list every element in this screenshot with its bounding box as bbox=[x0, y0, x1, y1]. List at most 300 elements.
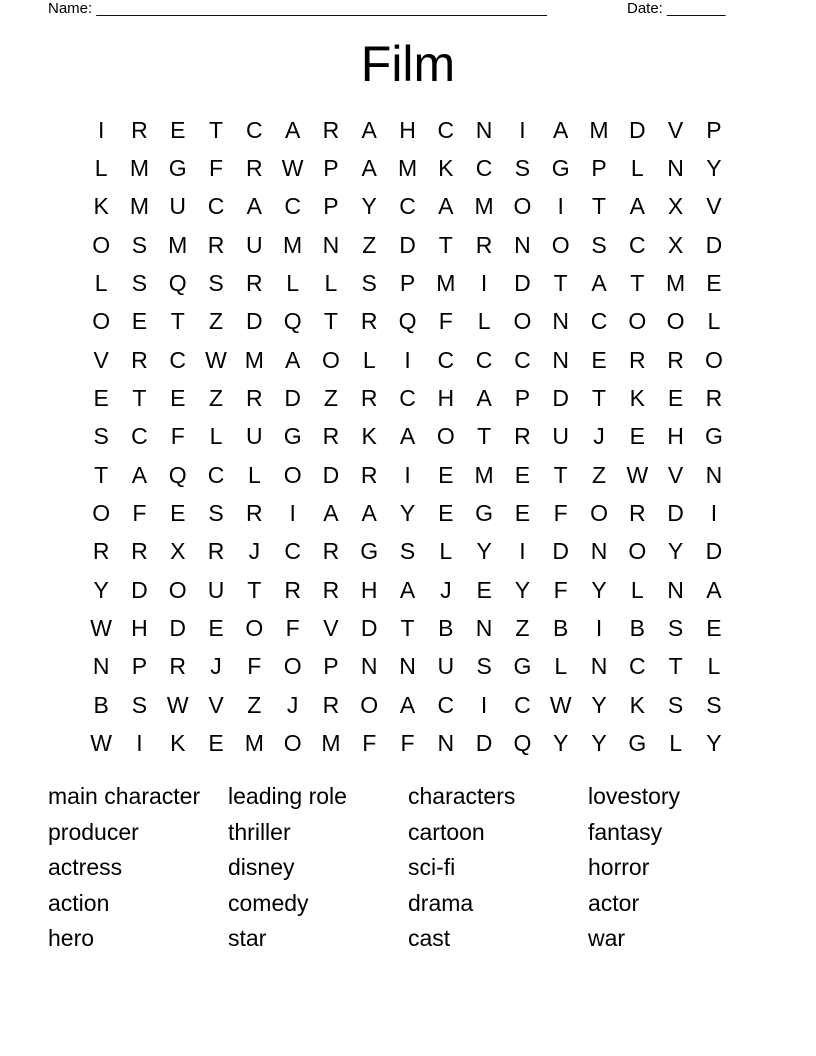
grid-letter: D bbox=[284, 385, 301, 412]
grid-letter: F bbox=[400, 730, 415, 757]
grid-letter: Y bbox=[476, 538, 492, 565]
grid-letter: A bbox=[284, 116, 301, 143]
grid-letter: T bbox=[553, 270, 568, 297]
grid-letter: W bbox=[205, 346, 227, 373]
grid-letter: C bbox=[475, 155, 493, 182]
grid-letter: Y bbox=[553, 730, 569, 757]
page-title: Film bbox=[360, 36, 456, 92]
grid-letter: N bbox=[667, 576, 684, 603]
grid-letter: R bbox=[322, 576, 340, 603]
grid-letter: E bbox=[629, 423, 645, 450]
grid-letter: W bbox=[90, 615, 112, 642]
grid-letter: R bbox=[667, 346, 684, 373]
grid-letter: K bbox=[170, 730, 186, 757]
grid-letter: E bbox=[514, 500, 531, 527]
grid-letter: O bbox=[321, 346, 340, 373]
grid-letter: X bbox=[170, 538, 186, 565]
grid-letter: R bbox=[131, 116, 148, 143]
grid-letter: A bbox=[284, 346, 301, 373]
grid-letter: K bbox=[438, 155, 454, 182]
grid-letter: S bbox=[208, 500, 224, 527]
grid-letter: Y bbox=[706, 155, 722, 182]
grid-letter: M bbox=[244, 730, 264, 757]
grid-letter: N bbox=[705, 461, 723, 488]
grid-letter: T bbox=[170, 308, 185, 335]
word-list-item: war bbox=[588, 925, 626, 952]
grid-letter: I bbox=[519, 538, 526, 565]
word-list-item: cast bbox=[408, 925, 451, 952]
grid-letter: O bbox=[245, 615, 264, 642]
grid-letter: C bbox=[514, 346, 531, 373]
grid-letter: K bbox=[629, 385, 645, 412]
grid-letter: T bbox=[477, 423, 492, 450]
grid-letter: T bbox=[630, 270, 645, 297]
grid-letter: Y bbox=[399, 500, 416, 527]
word-list-item: drama bbox=[408, 889, 474, 916]
grid-letter: E bbox=[170, 116, 186, 143]
grid-letter: H bbox=[399, 116, 416, 143]
grid-letter: A bbox=[438, 193, 454, 220]
grid-letter: R bbox=[475, 231, 493, 258]
grid-letter: A bbox=[399, 423, 416, 450]
grid-letter: J bbox=[210, 653, 222, 680]
grid-letter: D bbox=[628, 116, 646, 143]
grid-letter: J bbox=[248, 538, 261, 565]
grid-letter: S bbox=[706, 691, 722, 718]
grid-letter: Z bbox=[515, 615, 530, 642]
grid-letter: R bbox=[360, 385, 378, 412]
grid-letter: P bbox=[323, 193, 339, 220]
grid-letter: Z bbox=[323, 385, 338, 412]
grid-letter: Z bbox=[247, 691, 262, 718]
grid-letter: C bbox=[207, 193, 225, 220]
grid-letter: L bbox=[362, 346, 376, 373]
grid-letter: L bbox=[477, 308, 491, 335]
grid-letter: A bbox=[131, 461, 148, 488]
grid-letter: Z bbox=[591, 461, 607, 488]
grid-letter: M bbox=[474, 461, 494, 488]
grid-letter: D bbox=[246, 308, 263, 335]
grid-letter: G bbox=[360, 538, 379, 565]
grid-letter: O bbox=[283, 461, 302, 488]
grid-letter: A bbox=[553, 116, 569, 143]
word-list-item: star bbox=[228, 925, 267, 952]
word-list-item: cartoon bbox=[408, 818, 485, 845]
grid-letter: O bbox=[360, 691, 379, 718]
grid-letter: A bbox=[361, 155, 377, 182]
grid-letter: T bbox=[247, 576, 262, 603]
grid-letter: L bbox=[669, 730, 682, 757]
grid-letter: P bbox=[514, 385, 531, 412]
grid-letter: M bbox=[436, 270, 456, 297]
grid-letter: O bbox=[590, 500, 608, 527]
grid-letter: I bbox=[136, 730, 143, 757]
grid-letter: O bbox=[666, 308, 685, 335]
word-list-item: horror bbox=[588, 854, 650, 881]
grid-letter: E bbox=[667, 385, 684, 412]
word-list-item: comedy bbox=[228, 889, 309, 916]
grid-letter: Y bbox=[361, 193, 377, 220]
grid-letter: O bbox=[92, 308, 111, 335]
grid-letter: O bbox=[92, 231, 111, 258]
grid-letter: N bbox=[552, 346, 570, 373]
grid-letter: Y bbox=[591, 691, 607, 718]
grid-letter: Y bbox=[667, 538, 684, 565]
grid-letter: P bbox=[591, 155, 607, 182]
word-list-item: hero bbox=[48, 925, 95, 952]
grid-letter: M bbox=[129, 155, 150, 182]
grid-letter: N bbox=[399, 653, 416, 680]
grid-letter: L bbox=[554, 653, 568, 680]
word-list-item: fantasy bbox=[588, 818, 663, 845]
grid-letter: R bbox=[92, 538, 110, 565]
grid-letter: K bbox=[361, 423, 377, 450]
grid-letter: L bbox=[324, 270, 338, 297]
grid-letter: K bbox=[93, 193, 109, 220]
grid-letter: R bbox=[246, 270, 263, 297]
grid-letter: V bbox=[323, 615, 339, 642]
grid-letter: C bbox=[437, 691, 455, 718]
grid-letter: T bbox=[400, 615, 415, 642]
grid-letter: G bbox=[475, 500, 494, 527]
grid-letter: U bbox=[207, 576, 225, 603]
grid-letter: S bbox=[208, 270, 224, 297]
grid-letter: K bbox=[629, 691, 645, 718]
grid-letter: A bbox=[361, 500, 377, 527]
grid-letter: L bbox=[286, 270, 300, 297]
grid-letter: H bbox=[131, 615, 148, 642]
grid-letter: P bbox=[131, 653, 148, 680]
grid-letter: R bbox=[246, 155, 263, 182]
grid-letter: I bbox=[404, 346, 411, 373]
grid-letter: T bbox=[668, 653, 683, 680]
grid-letter: P bbox=[706, 116, 722, 143]
grid-letter: Y bbox=[706, 730, 722, 757]
grid-letter: I bbox=[289, 500, 296, 527]
word-list-item: actor bbox=[588, 889, 640, 916]
grid-letter: D bbox=[552, 385, 570, 412]
grid-letter: S bbox=[399, 538, 416, 565]
grid-letter: D bbox=[705, 231, 723, 258]
grid-letter: C bbox=[514, 691, 531, 718]
grid-letter: T bbox=[591, 385, 607, 412]
grid-letter: T bbox=[132, 385, 147, 412]
grid-letter: V bbox=[667, 461, 684, 488]
grid-letter: O bbox=[92, 500, 111, 527]
grid-letter: C bbox=[284, 538, 301, 565]
grid-letter: Z bbox=[362, 231, 377, 258]
grid-letter: T bbox=[591, 193, 607, 220]
grid-letter: N bbox=[514, 231, 531, 258]
grid-letter: C bbox=[475, 346, 493, 373]
grid-letter: O bbox=[551, 231, 570, 258]
grid-letter: C bbox=[437, 346, 455, 373]
word-list-item: leading role bbox=[228, 783, 347, 809]
grid-letter: M bbox=[321, 730, 341, 757]
grid-letter: I bbox=[97, 116, 105, 143]
grid-letter: S bbox=[591, 231, 607, 258]
grid-letter: J bbox=[286, 691, 299, 718]
grid-letter: Q bbox=[398, 308, 417, 335]
grid-letter: R bbox=[322, 691, 340, 718]
grid-letter: R bbox=[131, 538, 148, 565]
date-field[interactable]: Date: _______ bbox=[627, 0, 726, 17]
grid-letter: Q bbox=[168, 270, 187, 297]
grid-letter: L bbox=[94, 270, 108, 297]
grid-letter: U bbox=[437, 653, 455, 680]
grid-letter: E bbox=[706, 270, 722, 297]
grid-letter: S bbox=[131, 231, 148, 258]
grid-letter: G bbox=[551, 155, 570, 182]
grid-letter: G bbox=[283, 423, 302, 450]
grid-letter: D bbox=[514, 270, 531, 297]
grid-letter: C bbox=[628, 653, 646, 680]
grid-letter: I bbox=[557, 193, 564, 220]
grid-letter: Z bbox=[209, 308, 224, 335]
grid-letter: N bbox=[92, 653, 110, 680]
word-list-item: sci-fi bbox=[408, 854, 456, 881]
grid-letter: M bbox=[397, 155, 418, 182]
grid-letter: Q bbox=[168, 461, 187, 488]
grid-letter: G bbox=[168, 155, 187, 182]
grid-letter: T bbox=[94, 461, 109, 488]
grid-letter: R bbox=[360, 308, 378, 335]
grid-letter: R bbox=[207, 538, 225, 565]
grid-letter: H bbox=[667, 423, 684, 450]
word-list-item: lovestory bbox=[588, 783, 681, 809]
grid-letter: T bbox=[209, 116, 224, 143]
grid-letter: D bbox=[552, 538, 570, 565]
grid-letter: I bbox=[480, 270, 488, 297]
grid-letter: D bbox=[667, 500, 684, 527]
grid-letter: S bbox=[667, 691, 684, 718]
grid-letter: R bbox=[705, 385, 723, 412]
grid-letter: N bbox=[590, 538, 608, 565]
grid-letter: D bbox=[705, 538, 723, 565]
name-field[interactable]: Name: ______________________________________________________ bbox=[48, 0, 547, 17]
grid-letter: O bbox=[283, 730, 302, 757]
grid-letter: N bbox=[437, 730, 455, 757]
grid-letter: U bbox=[246, 231, 263, 258]
grid-letter: E bbox=[476, 576, 492, 603]
grid-letter: A bbox=[706, 576, 722, 603]
grid-letter: T bbox=[438, 231, 453, 258]
grid-letter: W bbox=[281, 155, 304, 182]
grid-letter: Y bbox=[591, 576, 607, 603]
grid-letter: I bbox=[519, 116, 526, 143]
worksheet-header bbox=[0, 0, 816, 20]
grid-letter: N bbox=[475, 116, 493, 143]
grid-letter: C bbox=[399, 193, 416, 220]
grid-letter: T bbox=[553, 461, 568, 488]
grid-letter: L bbox=[247, 461, 261, 488]
grid-letter: R bbox=[322, 116, 340, 143]
grid-letter: E bbox=[208, 615, 224, 642]
grid-letter: E bbox=[131, 308, 148, 335]
grid-letter: L bbox=[94, 155, 108, 182]
grid-letter: V bbox=[93, 346, 109, 373]
grid-letter: A bbox=[399, 576, 416, 603]
word-list-item: disney bbox=[228, 854, 295, 881]
grid-letter: S bbox=[93, 423, 109, 450]
grid-letter: Y bbox=[514, 576, 531, 603]
grid-letter: G bbox=[704, 423, 723, 450]
grid-letter: W bbox=[549, 691, 572, 718]
grid-letter: B bbox=[629, 615, 645, 642]
grid-letter: D bbox=[169, 615, 187, 642]
grid-letter: P bbox=[399, 270, 416, 297]
grid-letter: N bbox=[590, 653, 608, 680]
grid-letter: E bbox=[208, 730, 224, 757]
grid-letter: L bbox=[630, 155, 644, 182]
grid-letter: S bbox=[514, 155, 531, 182]
grid-letter: P bbox=[323, 653, 339, 680]
grid-letter: A bbox=[476, 385, 492, 412]
grid-letter: E bbox=[93, 385, 109, 412]
grid-letter: L bbox=[209, 423, 223, 450]
grid-letter: R bbox=[284, 576, 301, 603]
grid-letter: M bbox=[244, 346, 264, 373]
grid-letter: Q bbox=[283, 308, 302, 335]
grid-letter: R bbox=[131, 346, 148, 373]
grid-letter: B bbox=[553, 615, 569, 642]
grid-letter: N bbox=[552, 308, 570, 335]
grid-letter: N bbox=[475, 615, 493, 642]
grid-letter: O bbox=[513, 193, 532, 220]
grid-letter: Y bbox=[93, 576, 109, 603]
word-list-item: characters bbox=[408, 783, 516, 809]
grid-letter: J bbox=[593, 423, 605, 450]
grid-letter: L bbox=[707, 653, 721, 680]
grid-letter: A bbox=[629, 193, 645, 220]
grid-letter: B bbox=[438, 615, 454, 642]
grid-letter: G bbox=[513, 653, 532, 680]
grid-letter: R bbox=[169, 653, 187, 680]
grid-letter: O bbox=[704, 346, 723, 373]
grid-letter: F bbox=[209, 155, 224, 182]
grid-letter: M bbox=[589, 116, 609, 143]
grid-letter: C bbox=[284, 193, 301, 220]
grid-letter: R bbox=[207, 231, 225, 258]
grid-letter: A bbox=[591, 270, 607, 297]
grid-letter: R bbox=[322, 538, 340, 565]
grid-letter: O bbox=[628, 538, 647, 565]
grid-letter: V bbox=[706, 193, 722, 220]
grid-letter: D bbox=[360, 615, 378, 642]
grid-letter: N bbox=[667, 155, 684, 182]
grid-letter: Z bbox=[209, 385, 224, 412]
grid-letter: D bbox=[399, 231, 416, 258]
grid-letter: M bbox=[129, 193, 150, 220]
grid-letter: F bbox=[285, 615, 300, 642]
grid-letter: E bbox=[706, 615, 722, 642]
word-list-item: thriller bbox=[228, 818, 291, 845]
grid-letter: E bbox=[170, 385, 186, 412]
grid-letter: R bbox=[514, 423, 531, 450]
grid-letter: C bbox=[628, 231, 646, 258]
grid-letter: I bbox=[480, 691, 488, 718]
grid-letter: F bbox=[438, 308, 453, 335]
grid-letter: I bbox=[404, 461, 411, 488]
grid-letter: S bbox=[476, 653, 492, 680]
grid-letter: V bbox=[208, 691, 224, 718]
grid-letter: M bbox=[666, 270, 686, 297]
grid-letter: I bbox=[710, 500, 718, 527]
grid-letter: W bbox=[90, 730, 112, 757]
grid-letter: S bbox=[361, 270, 377, 297]
letter-grid bbox=[82, 111, 733, 763]
grid-letter: J bbox=[440, 576, 452, 603]
grid-letter: E bbox=[170, 500, 186, 527]
grid-letter: R bbox=[246, 500, 263, 527]
grid-letter: X bbox=[667, 193, 684, 220]
grid-letter: U bbox=[169, 193, 187, 220]
grid-letter: S bbox=[131, 270, 148, 297]
grid-letter: Q bbox=[513, 730, 532, 757]
word-list bbox=[48, 780, 768, 958]
grid-letter: V bbox=[667, 116, 684, 143]
grid-letter: F bbox=[553, 500, 568, 527]
grid-letter: T bbox=[323, 308, 338, 335]
grid-letter: M bbox=[474, 193, 494, 220]
grid-letter: O bbox=[283, 653, 302, 680]
grid-letter: R bbox=[628, 500, 646, 527]
grid-letter: O bbox=[168, 576, 187, 603]
grid-letter: E bbox=[514, 461, 531, 488]
grid-letter: E bbox=[438, 500, 454, 527]
grid-letter: A bbox=[323, 500, 339, 527]
grid-letter: D bbox=[131, 576, 148, 603]
grid-letter: F bbox=[170, 423, 185, 450]
grid-letter: C bbox=[246, 116, 263, 143]
grid-letter: O bbox=[628, 308, 647, 335]
grid-letter: O bbox=[513, 308, 532, 335]
grid-letter: C bbox=[437, 116, 455, 143]
grid-letter: C bbox=[169, 346, 187, 373]
grid-letter: F bbox=[132, 500, 147, 527]
grid-letter: C bbox=[207, 461, 225, 488]
grid-letter: M bbox=[283, 231, 303, 258]
grid-letter: M bbox=[168, 231, 188, 258]
word-list-item: action bbox=[48, 889, 110, 916]
grid-letter: W bbox=[626, 461, 649, 488]
grid-letter: N bbox=[322, 231, 340, 258]
grid-letter: C bbox=[590, 308, 608, 335]
grid-letter: F bbox=[247, 653, 262, 680]
grid-letter: R bbox=[322, 423, 340, 450]
grid-letter: L bbox=[630, 576, 644, 603]
grid-letter: A bbox=[361, 116, 377, 143]
grid-letter: Y bbox=[591, 730, 607, 757]
grid-letter: E bbox=[591, 346, 607, 373]
grid-letter: F bbox=[553, 576, 568, 603]
grid-letter: C bbox=[131, 423, 148, 450]
grid-letter: S bbox=[667, 615, 684, 642]
word-list-item: main character bbox=[48, 783, 201, 809]
grid-letter: L bbox=[707, 308, 721, 335]
grid-letter: B bbox=[93, 691, 109, 718]
grid-letter: D bbox=[475, 730, 493, 757]
grid-letter: A bbox=[246, 193, 262, 220]
grid-letter: U bbox=[552, 423, 570, 450]
grid-letter: H bbox=[437, 385, 455, 412]
grid-letter: L bbox=[439, 538, 453, 565]
grid-letter: W bbox=[166, 691, 189, 718]
grid-letter: S bbox=[131, 691, 148, 718]
grid-letter: E bbox=[438, 461, 454, 488]
grid-letter: R bbox=[246, 385, 263, 412]
grid-letter: D bbox=[322, 461, 340, 488]
